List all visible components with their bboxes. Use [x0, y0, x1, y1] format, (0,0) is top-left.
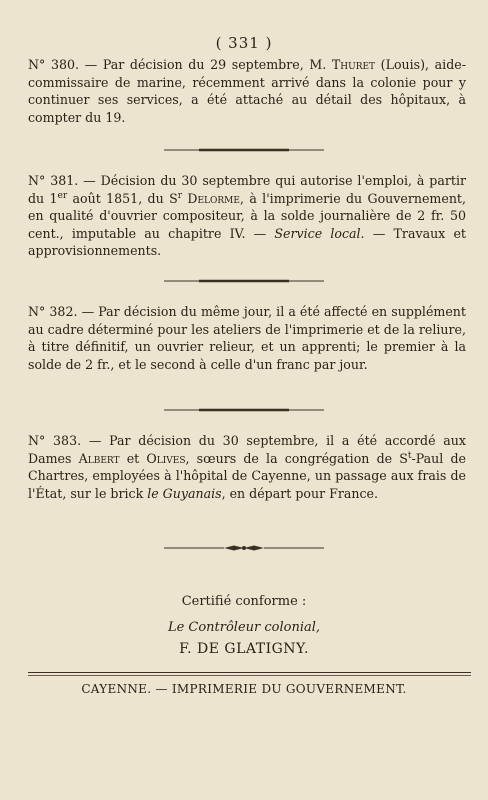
entry-number: N° 383.	[28, 433, 82, 448]
person-name: Albert	[78, 450, 120, 466]
signatory-name: F. DE GLATIGNY.	[179, 641, 309, 657]
separator-ornament	[164, 406, 324, 414]
footer-rule	[28, 672, 471, 673]
entry-383: N° 383. — Par décision du 30 septembre, il a été accordé aux Dames Albert et Olives, sœurs de la congrégation de $S^t$-Paul de Chartres, employées à l'hôpital de Cayenne, un passage aux frais de l'État, sur le brick le Guyanais, en départ pour France.	[28, 433, 471, 501]
entry-381: N° 381. — Décision du 30 septembre qui autorise l'emploi, à partir du 1er août 1851, du $S^r$ Delorme, à l'imprimerie du Gouvernement, en qualité d'ouvrier compositeur, à la solde journalière de 2 fr. 50 cent., imputable au chapitre IV. — Service local. — Travaux et approvisionnements.	[28, 173, 471, 258]
person-name: Delorme	[182, 190, 240, 206]
certification-label: Certifié conforme :	[181, 594, 307, 609]
entry-380: N° 380. — Par décision du 29 septembre, M. Thuret (Louis), aide-commissaire de marine, récemment arrivé dans la colonie pour y continuer ses services, a été attaché au détail des hôpitaux, à compter du 19.	[28, 57, 471, 125]
entry-number: N° 382.	[28, 304, 78, 319]
entry-number: N° 381.	[28, 173, 79, 188]
footer-rule-thin	[28, 675, 471, 676]
separator-ornament	[164, 146, 324, 154]
separator-ornament	[164, 544, 324, 552]
person-name: Thuret	[331, 57, 376, 72]
entry-382: N° 382. — Par décision du même jour, il a été affecté en supplément au cadre déterminé pour les ateliers de l'imprimerie et de la reliure, à titre définitif, un ouvrier relieur, et un apprenti; le premier à la solde de 2 fr., et le second à celle d'un franc par jour.	[28, 304, 471, 372]
entry-number: N° 380.	[28, 57, 79, 72]
page-number: ( 331 )	[215, 34, 273, 52]
person-name: Olives	[146, 450, 186, 466]
signatory-title: Le Contrôleur colonial,	[167, 620, 321, 635]
separator-ornament	[164, 277, 324, 285]
printer-imprint: CAYENNE. — IMPRIMERIE DU GOUVERNEMENT.	[81, 682, 407, 696]
